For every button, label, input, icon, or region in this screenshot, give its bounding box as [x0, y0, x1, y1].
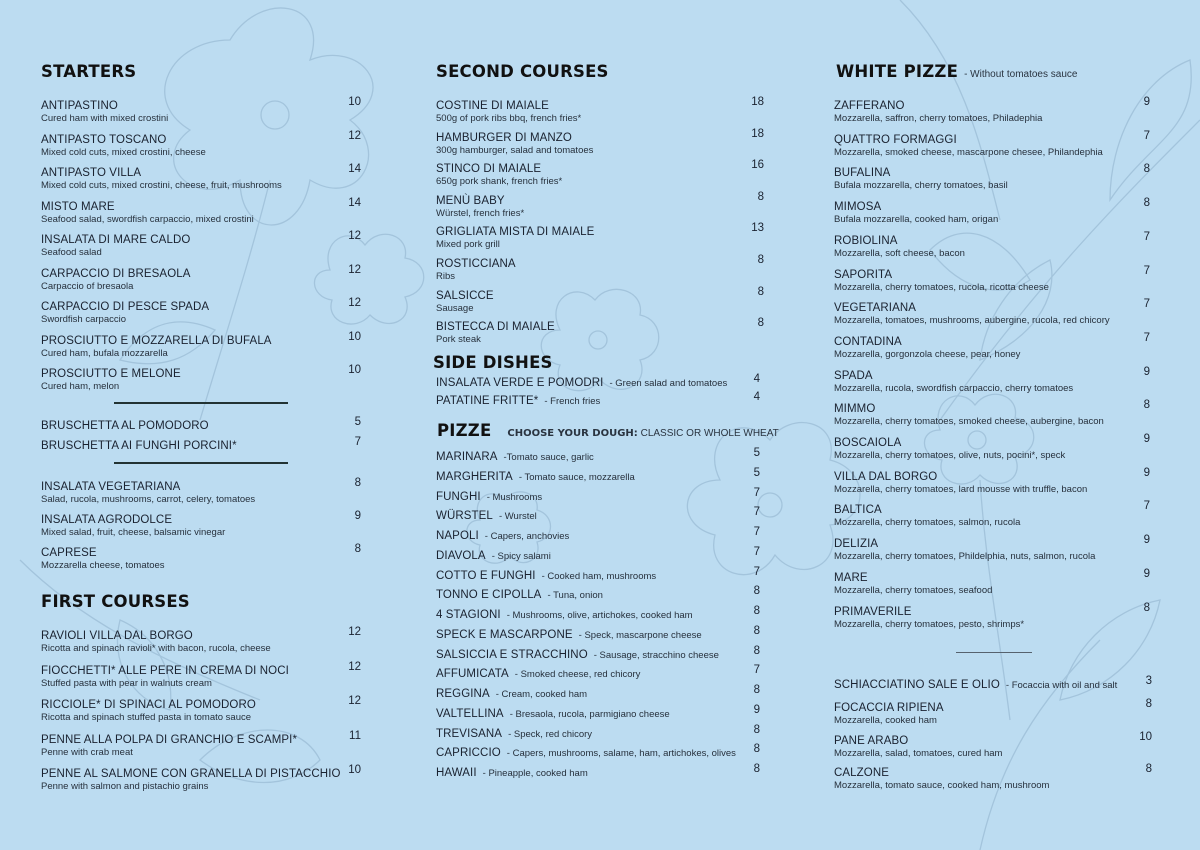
item-price: 9	[1143, 433, 1150, 445]
item-name: SCHIACCIATINO SALE E OLIO	[834, 679, 1000, 691]
item-description: Ricotta and spinach ravioli* with bacon, rucola, cheese	[41, 643, 271, 654]
item-price: 7	[1143, 298, 1150, 311]
menu-item	[834, 298, 1110, 326]
menu-item	[436, 526, 569, 544]
item-name: INSALATA AGRODOLCE	[41, 514, 173, 526]
item-description: - Tomato sauce, mozzarella	[518, 471, 635, 483]
item-description: Mozzarella, saffron, cherry tomatoes, Philadephia	[834, 113, 1043, 124]
item-price: 14	[348, 163, 361, 175]
item-price: 8	[753, 605, 760, 617]
item-price: 13	[751, 222, 764, 235]
menu-item	[834, 366, 1073, 394]
item-price: 8	[753, 723, 760, 736]
item-description: Cured ham with mixed crostini	[41, 113, 169, 124]
item-description: Mozzarella, cherry tomatoes, pesto, shrimps*	[834, 618, 1025, 630]
item-name: ZAFFERANO	[834, 100, 905, 112]
item-price: 7	[1143, 230, 1150, 243]
menu-item	[834, 265, 1049, 293]
item-description: Mozzarella, cherry tomatoes, olive, nuts, pocini*, speck	[834, 450, 1066, 461]
white-pizze-heading	[836, 62, 1077, 81]
menu-item	[436, 546, 551, 564]
menu-item	[834, 332, 1020, 360]
item-description: Stuffed pasta with pear in walnuts cream	[41, 677, 212, 689]
item-price: 11	[349, 729, 361, 742]
item-name: MIMMO	[834, 403, 876, 416]
item-price: 18	[751, 96, 764, 108]
item-description: - Speck, red chicory	[508, 728, 593, 740]
item-description: - Capers, anchovies	[484, 531, 570, 542]
item-price: 9	[1143, 96, 1150, 108]
menu-item	[834, 163, 1008, 191]
item-name: VILLA DAL BORGO	[834, 470, 938, 483]
menu-item	[41, 477, 255, 505]
item-name: SAPORITA	[834, 268, 893, 281]
item-name: SPECK E MASCARPONE	[436, 628, 573, 641]
menu-item	[41, 626, 271, 654]
item-description: Mozzarella cheese, tomatoes	[41, 560, 165, 571]
item-price: 9	[1143, 466, 1150, 479]
item-description: Würstel, french fries*	[436, 207, 525, 219]
menu-item	[41, 764, 341, 792]
item-description: Mozzarella, cherry tomatoes, seafood	[834, 584, 993, 596]
item-name: ROSTICCIANA	[436, 258, 516, 270]
item-description: - Cooked ham, mushrooms	[541, 570, 657, 582]
item-price: 8	[757, 285, 764, 298]
item-description: - Speck, mascarpone cheese	[578, 629, 702, 641]
item-description: Mixed cold cuts, mixed crostini, cheese	[41, 146, 206, 158]
item-description: Bufala mozzarella, cherry tomatoes, basil	[834, 180, 1008, 192]
item-description: Cured ham, bufala mozzarella	[41, 347, 168, 359]
menu-item	[436, 664, 640, 682]
item-description: Mozzarella, cherry tomatoes, smoked cheese, aubergine, bacon	[834, 416, 1104, 428]
item-description: Swordfish carpaccio	[41, 314, 127, 325]
menu-item	[436, 467, 635, 485]
item-name: INSALATA VEGETARIANA	[41, 481, 181, 493]
menu-item	[41, 730, 297, 758]
white-pizze-title: WHITE PIZZE	[836, 62, 959, 81]
item-description: Carpaccio of bresaola	[41, 280, 134, 292]
menu-item	[436, 159, 562, 187]
item-price: 9	[1143, 534, 1150, 547]
item-name: BALTICA	[834, 504, 882, 517]
menu-item	[436, 391, 600, 409]
item-description: Penne with crab meat	[41, 746, 133, 758]
item-description: Seafood salad	[41, 247, 102, 258]
item-name: MIMOSA	[834, 201, 882, 214]
item-description: - Pineapple, cooked ham	[482, 768, 588, 779]
item-name: SALSICCIA E STRACCHINO	[436, 648, 588, 661]
item-price: 8	[1143, 163, 1150, 176]
menu-item	[436, 605, 693, 623]
item-description: - Capers, mushrooms, salame, ham, artichokes, olives	[506, 748, 736, 760]
item-price: 7	[1143, 264, 1150, 277]
item-description: Penne with salmon and pistachio grains	[41, 781, 209, 792]
menu-item	[41, 297, 209, 325]
item-price: 12	[348, 660, 361, 673]
item-description: Mozzarella, salad, tomatoes, cured ham	[834, 747, 1003, 759]
item-description: -Tomato sauce, garlic	[503, 452, 594, 463]
item-price: 12	[348, 695, 361, 707]
item-price: 8	[1145, 763, 1152, 775]
menu-item	[834, 130, 1103, 158]
dough-options: CLASSIC OR WHOLE WHEAT	[640, 428, 779, 439]
item-description: - Smoked cheese, red chicory	[514, 669, 641, 681]
item-name: HAMBURGER DI MANZO	[436, 131, 572, 144]
item-price: 8	[354, 543, 361, 555]
item-name: WÜRSTEL	[436, 510, 493, 523]
item-price: 10	[348, 764, 361, 776]
item-name: ANTIPASTO TOSCANO	[41, 133, 167, 146]
item-price: 9	[1143, 567, 1150, 580]
item-name: BUFALINA	[834, 167, 891, 180]
item-price: 8	[753, 743, 760, 756]
item-name: PROSCIUTTO E MOZZARELLA DI BUFALA	[41, 334, 272, 347]
item-price: 7	[753, 506, 760, 519]
menu-item	[436, 96, 581, 124]
item-description: Sausage	[436, 302, 474, 314]
item-name: GRIGLIATA MISTA DI MAIALE	[436, 226, 595, 239]
item-description: Salad, rucola, mushrooms, carrot, celery, tomatoes	[41, 494, 256, 505]
item-description: - Green salad and tomatoes	[609, 378, 728, 389]
item-description: - Spicy salami	[491, 550, 551, 562]
item-description: Mozzarella, rucola, swordfish carpaccio, cherry tomatoes	[834, 382, 1074, 394]
item-price: 7	[753, 526, 760, 538]
item-name: FUNGHI	[436, 490, 481, 503]
item-name: FOCACCIA RIPIENA	[834, 702, 944, 714]
menu-item	[436, 447, 594, 465]
divider	[956, 652, 1032, 653]
item-name: RICCIOLE* DI SPINACI AL POMODORO	[41, 699, 256, 711]
menu-item	[834, 399, 1104, 427]
item-name: PROSCIUTTO E MELONE	[41, 368, 181, 380]
item-description: 500g of pork ribs bbq, french fries*	[436, 113, 582, 124]
menu-item	[41, 543, 165, 571]
item-name: PENNE ALLA POLPA DI GRANCHIO E SCAMPI*	[41, 733, 298, 746]
item-price: 5	[753, 447, 760, 459]
item-description: Mozzarella, gorgonzola cheese, pear, honey	[834, 348, 1021, 360]
item-name: QUATTRO FORMAGGI	[834, 133, 957, 146]
item-name: BRUSCHETTA AI FUNGHI PORCINI*	[41, 440, 237, 452]
item-price: 5	[354, 416, 361, 428]
menu-item	[436, 763, 588, 781]
item-name: TREVISANA	[436, 727, 503, 740]
item-description: - Tuna, onion	[547, 590, 603, 602]
menu-item	[834, 731, 1002, 759]
white-pizze-subtitle: - Without tomatoes sauce	[964, 69, 1078, 80]
menu-item	[436, 222, 594, 250]
item-price: 10	[348, 96, 361, 108]
item-description: Pork steak	[436, 334, 481, 346]
menu-item	[436, 191, 524, 219]
second-courses-heading: SECOND COURSES	[436, 62, 609, 81]
item-description: - French fries	[544, 396, 601, 407]
menu-item	[41, 96, 168, 124]
item-price: 12	[348, 626, 361, 638]
item-description: Mozzarella, tomatoes, mushrooms, aubergine, rucola, red chicory	[834, 315, 1110, 327]
menu-item	[834, 675, 1117, 693]
item-description: Mixed salad, fruit, cheese, balsamic vinegar	[41, 527, 226, 538]
item-name: MARGHERITA	[436, 470, 513, 483]
item-description: Mozzarella, tomato sauce, cooked ham, mushroom	[834, 780, 1050, 791]
menu-item	[436, 585, 603, 603]
item-description: - Bresaola, rucola, parmigiano cheese	[509, 708, 670, 720]
menu-item	[436, 506, 537, 524]
item-name: COSTINE DI MAIALE	[436, 100, 549, 112]
item-price: 7	[354, 436, 361, 448]
item-price: 14	[348, 196, 361, 209]
item-description: Mozzarella, smoked cheese, mascarpone chesee, Philandephia	[834, 146, 1103, 158]
item-description: Mozzarella, cherry tomatoes, lard mousse with truffle, bacon	[834, 483, 1088, 495]
item-description: Mozzarella, cooked ham	[834, 715, 937, 726]
item-name: MARE	[834, 571, 868, 584]
item-price: 8	[1143, 197, 1150, 210]
menu-item	[436, 128, 593, 156]
item-price: 8	[354, 477, 361, 489]
item-name: CAPRICCIO	[436, 747, 501, 760]
menu-item	[41, 510, 225, 538]
item-description: Bufala mozzarella, cooked ham, origan	[834, 214, 999, 226]
item-name: FIOCCHETTI* ALLE PERE IN CREMA DI NOCI	[41, 664, 289, 677]
item-description: 650g pork shank, french fries*	[436, 176, 563, 188]
item-price: 10	[348, 330, 361, 343]
menu-item	[436, 684, 587, 702]
item-name: VALTELLINA	[436, 707, 504, 720]
menu-item	[436, 286, 494, 314]
item-name: ROBIOLINA	[834, 234, 898, 247]
first-courses-heading: FIRST COURSES	[41, 592, 190, 611]
menu-item	[41, 264, 191, 292]
menu-item	[834, 96, 1042, 124]
item-name: CARPACCIO DI BRESAOLA	[41, 267, 191, 280]
item-name: PENNE AL SALMONE CON GRANELLA DI PISTACCHIO	[41, 768, 341, 780]
item-name: 4 STAGIONI	[436, 609, 501, 621]
item-price: 7	[1143, 331, 1150, 344]
menu-item	[41, 230, 190, 258]
item-name: INSALATA DI MARE CALDO	[41, 234, 191, 246]
menu-item	[834, 500, 1020, 528]
item-description: Ricotta and spinach stuffed pasta in tomato sauce	[41, 712, 252, 723]
item-price: 8	[753, 585, 760, 598]
item-name: BRUSCHETTA AL POMODORO	[41, 420, 209, 432]
item-name: HAWAII	[436, 767, 477, 779]
item-name: COTTO E FUNGHI	[436, 569, 536, 582]
item-name: INSALATA VERDE E POMODRI	[436, 377, 604, 389]
item-description: - Sausage, stracchino cheese	[593, 649, 719, 661]
menu-item	[436, 724, 592, 742]
item-name: PATATINE FRITTE*	[436, 395, 539, 407]
side-dishes-heading: SIDE DISHES	[433, 353, 553, 372]
menu-item	[834, 568, 992, 596]
item-price: 3	[1145, 675, 1152, 687]
item-name: STINCO DI MAIALE	[436, 163, 542, 176]
item-description: - Mushrooms, olive, artichokes, cooked ham	[506, 610, 693, 621]
item-name: ANTIPASTINO	[41, 100, 118, 112]
item-price: 12	[348, 230, 361, 242]
item-price: 9	[354, 510, 361, 522]
menu-item	[41, 331, 272, 359]
menu-item	[436, 625, 702, 643]
menu-item	[436, 373, 727, 391]
item-price: 10	[1139, 730, 1152, 743]
menu-item	[834, 698, 944, 726]
item-name: BISTECCA DI MAIALE	[436, 321, 555, 334]
item-price: 8	[1143, 399, 1150, 412]
item-name: CARPACCIO DI PESCE SPADA	[41, 301, 210, 313]
item-price: 8	[753, 684, 760, 696]
item-name: CALZONE	[834, 767, 890, 779]
menu-item	[436, 254, 516, 282]
dough-choice	[507, 428, 778, 439]
item-price: 16	[751, 159, 764, 172]
item-name: CONTADINA	[834, 335, 902, 348]
menu-item	[41, 436, 237, 454]
item-description: Ribs	[436, 271, 456, 282]
menu-item	[41, 130, 206, 158]
item-description: Mozzarella, cherry tomatoes, Phildelphia, nuts, salmon, rucola	[834, 551, 1096, 563]
divider	[114, 402, 288, 404]
item-price: 4	[753, 391, 760, 403]
item-price: 10	[348, 364, 361, 376]
item-name: AFFUMICATA	[436, 668, 509, 681]
pizze-title: PIZZE	[437, 421, 492, 440]
menu-item	[436, 317, 555, 345]
item-description: - Cream, cooked ham	[495, 689, 588, 700]
menu-item	[41, 661, 289, 689]
item-name: MARINARA	[436, 451, 498, 463]
divider	[114, 462, 288, 464]
item-price: 7	[753, 664, 760, 677]
menu-item	[41, 695, 256, 723]
item-price: 7	[753, 545, 760, 558]
item-description: Mozzarella, cherry tomatoes, rucola, ricotta cheese	[834, 281, 1049, 293]
item-price: 8	[753, 763, 760, 775]
menu-item	[436, 704, 670, 722]
menu-item	[436, 645, 719, 663]
item-description: - Mushrooms	[486, 491, 543, 503]
item-name: MISTO MARE	[41, 200, 115, 213]
menu-item	[436, 566, 656, 584]
item-description: - Wurstel	[498, 511, 537, 523]
item-price: 8	[753, 624, 760, 637]
menu-item	[834, 763, 1049, 791]
menu-item	[834, 602, 1024, 630]
menu-item	[41, 416, 209, 434]
item-price: 7	[753, 486, 760, 499]
item-name: BOSCAIOLA	[834, 437, 902, 449]
menu-item	[834, 231, 965, 259]
item-description: Mixed pork grill	[436, 239, 500, 251]
item-price: 8	[1143, 601, 1150, 614]
item-name: VEGETARIANA	[834, 302, 917, 315]
item-description: Mozzarella, cherry tomatoes, salmon, rucola	[834, 517, 1021, 529]
item-price: 12	[348, 263, 361, 276]
menu-item	[834, 433, 1065, 461]
item-name: RAVIOLI VILLA DAL BORGO	[41, 630, 193, 642]
item-price: 8	[757, 317, 764, 330]
menu-item	[41, 364, 181, 392]
item-name: PANE ARABO	[834, 734, 909, 747]
item-name: DIAVOLA	[436, 549, 486, 562]
item-price: 12	[348, 297, 361, 309]
item-price: 8	[757, 190, 764, 203]
menu-item	[834, 197, 998, 225]
starters-heading: STARTERS	[41, 62, 137, 81]
menu-item	[41, 197, 254, 225]
item-price: 9	[753, 703, 760, 716]
menu-item	[834, 534, 1095, 562]
item-name: DELIZIA	[834, 538, 879, 551]
item-price: 8	[753, 644, 760, 657]
item-description: Cured ham, melon	[41, 381, 120, 392]
item-price: 5	[753, 466, 760, 479]
pizze-heading	[437, 421, 779, 440]
item-name: ANTIPASTO VILLA	[41, 167, 142, 179]
item-price: 9	[1143, 365, 1150, 378]
menu-item	[436, 487, 542, 505]
item-name: REGGINA	[436, 688, 490, 700]
item-price: 7	[753, 565, 760, 578]
menu-item	[834, 467, 1087, 495]
item-name: SALSICCE	[436, 289, 494, 302]
item-name: NAPOLI	[436, 530, 479, 542]
item-description: Seafood salad, swordfish carpaccio, mixed crostini	[41, 213, 254, 225]
item-name: SPADA	[834, 369, 873, 382]
item-name: PRIMAVERILE	[834, 605, 912, 618]
menu-item	[436, 743, 736, 761]
item-description: Mixed cold cuts, mixed crostini, cheese, fruit, mushrooms	[41, 180, 282, 191]
item-name: MENÙ BABY	[436, 194, 505, 207]
item-price: 8	[1145, 698, 1152, 710]
item-price: 4	[753, 373, 760, 385]
item-price: 12	[348, 129, 361, 142]
item-description: Mozzarella, soft cheese, bacon	[834, 247, 965, 259]
item-description: 300g hamburger, salad and tomatoes	[436, 144, 594, 156]
item-name: CAPRESE	[41, 547, 97, 559]
dough-label: CHOOSE YOUR DOUGH:	[507, 428, 638, 439]
item-price: 18	[751, 127, 764, 140]
item-price: 8	[757, 254, 764, 266]
item-name: TONNO E CIPOLLA	[436, 589, 542, 602]
item-description: - Focaccia with oil and salt	[1005, 680, 1118, 691]
item-price: 7	[1143, 129, 1150, 142]
menu-item	[41, 163, 282, 191]
item-price: 7	[1143, 500, 1150, 513]
